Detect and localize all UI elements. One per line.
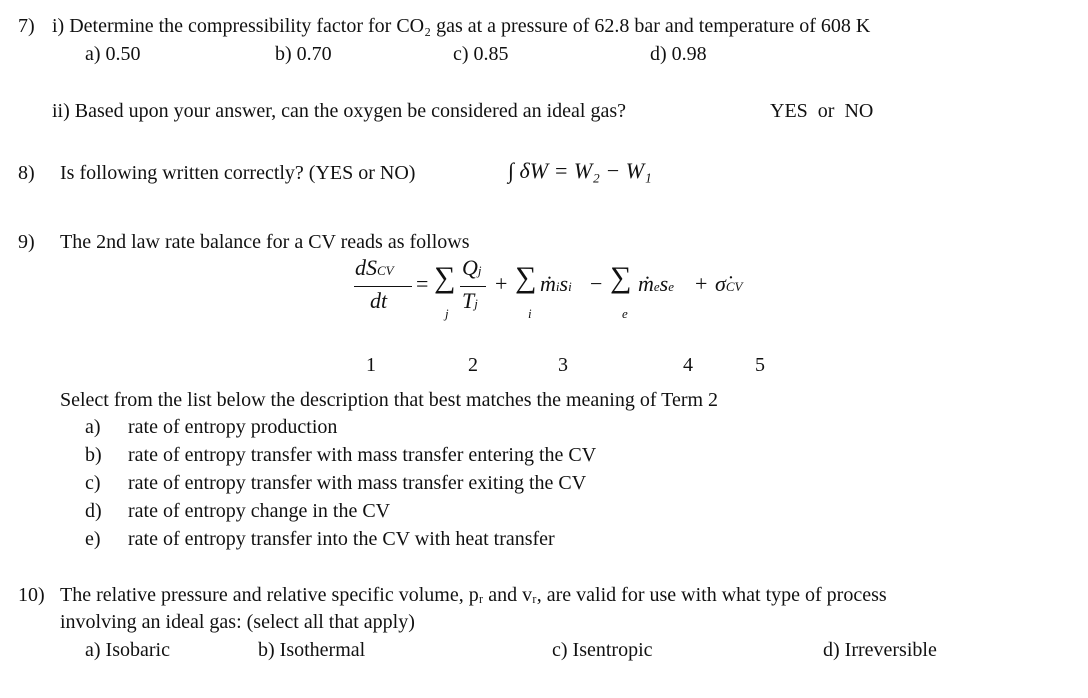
q7-number: 7) <box>18 15 35 37</box>
q7-option-a: a) 0.50 <box>85 43 141 65</box>
term-number-3: 3 <box>558 354 568 376</box>
q10-option-d: d) Irreversible <box>823 639 937 661</box>
q7-part-i: i) Determine the compressibility factor for CO₂ gas at a pressure of 62.8 bar and temperature of 608 K <box>52 15 871 37</box>
q10-option-c: c) Isentropic <box>552 639 653 661</box>
q7-option-b: b) 0.70 <box>275 43 332 65</box>
q7-part-ii: ii) Based upon your answer, can the oxygen be considered an ideal gas? <box>52 100 627 122</box>
q9-text: The 2nd law rate balance for a CV reads as follows <box>60 231 470 253</box>
q9-option-b: rate of entropy transfer with mass transfer entering the CV <box>128 444 597 466</box>
q9-prompt: Select from the list below the description that best matches the meaning of Term 2 <box>60 389 719 411</box>
q7-option-d: d) 0.98 <box>650 43 707 65</box>
q9-option-c-letter: c) <box>85 472 101 494</box>
q9-option-d: rate of entropy change in the CV <box>128 500 391 522</box>
q8-text: Is following written correctly? (YES or NO) <box>60 162 416 184</box>
entropy-balance-equation: dSCV dt = ∑ j Qj Tj + ∑ i ṁisi − ∑ e ṁese + σ̇CV <box>355 255 743 321</box>
q8-equation: ∫ δW = W₂ − W₁ <box>508 158 652 183</box>
q10-option-a: a) Isobaric <box>85 639 170 661</box>
q9-option-e: rate of entropy transfer into the CV with heat transfer <box>128 528 555 550</box>
q10-line1: The relative pressure and relative specific volume, pᵣ and vᵣ, are valid for use with what type of process <box>60 584 887 606</box>
q9-option-c: rate of entropy transfer with mass transfer exiting the CV <box>128 472 587 494</box>
q9-number: 9) <box>18 231 35 253</box>
q9-option-d-letter: d) <box>85 500 102 522</box>
q10-option-b: b) Isothermal <box>258 639 366 661</box>
term-number-4: 4 <box>683 354 693 376</box>
q9-option-b-letter: b) <box>85 444 102 466</box>
term-number-5: 5 <box>755 354 765 376</box>
q9-option-e-letter: e) <box>85 528 101 550</box>
term-number-2: 2 <box>468 354 478 376</box>
q7-option-c: c) 0.85 <box>453 43 509 65</box>
q9-option-a-letter: a) <box>85 416 101 438</box>
q9-option-a: rate of entropy production <box>128 416 338 438</box>
q10-line2: involving an ideal gas: (select all that apply) <box>60 611 415 633</box>
q7-part-ii-choice: YES or NO <box>770 100 874 122</box>
term-number-1: 1 <box>366 354 376 376</box>
q8-number: 8) <box>18 162 35 184</box>
q10-number: 10) <box>18 584 45 606</box>
